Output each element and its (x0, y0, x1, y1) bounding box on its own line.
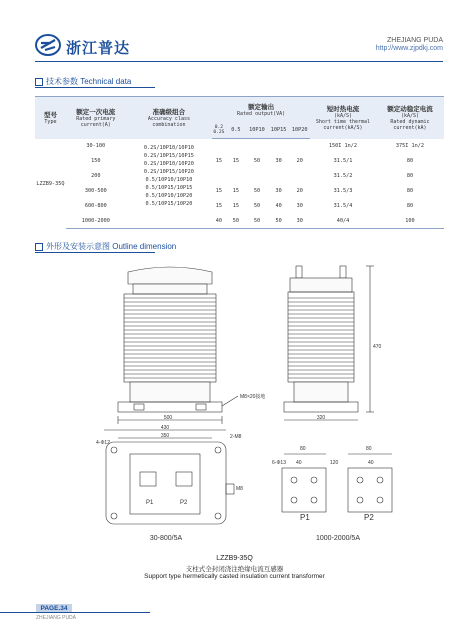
table-cell: 31.5/1 (333, 158, 353, 164)
th-accuracy: 准确级组合 Accuracy class combination (126, 97, 213, 139)
section-technical-title: 技术参数 Technical data (46, 77, 132, 86)
section-outline (35, 241, 176, 252)
company-url[interactable]: http://www.zjpdkj.com (375, 45, 443, 52)
section-box-icon (35, 243, 43, 251)
figure-caption-code: LZZB9-35Q (216, 555, 253, 562)
section-box-icon (35, 78, 43, 86)
footer-divider (0, 612, 150, 613)
front-view (118, 267, 265, 424)
terminal-detail-view (272, 446, 392, 542)
section-technical (35, 76, 131, 87)
svg-text:80: 80 (300, 446, 306, 452)
th-sub-02: 0.2 0.2S (212, 123, 225, 139)
section-underline (35, 87, 155, 88)
svg-text:2-M8: 2-M8 (230, 434, 242, 440)
table-cell: 1000-2000 (66, 214, 126, 229)
header-divider (35, 61, 443, 62)
table-cell: 40/4 (310, 214, 376, 229)
base-plan-view (96, 425, 243, 542)
table-cell: 200 (91, 173, 101, 179)
section-underline (35, 252, 155, 253)
table-cell: 31.5/4 (333, 203, 353, 209)
svg-text:M8: M8 (236, 486, 243, 492)
th-dynamic: 额定动稳定电流 (kA/S) Rated dynamic current(kA) (376, 97, 444, 139)
table-cell: 30-100 (86, 143, 106, 149)
svg-text:P2: P2 (364, 513, 374, 522)
th-output: 额定输出 Rated output(VA) (212, 97, 310, 123)
svg-text:4-Φ12: 4-Φ12 (96, 440, 110, 446)
outline-drawing (0, 258, 469, 554)
svg-text:M8×20接地: M8×20接地 (240, 394, 266, 400)
company-name-en: ZHEJIANG PUDA (386, 37, 443, 44)
th-sub-05: 0.5 (226, 123, 247, 139)
section-outline-title: 外形及安装示意图 Outline dimension (46, 242, 177, 251)
logo-icon (35, 34, 61, 56)
th-thermal: 短时热电流 (kA/S) Short time thermal current(kA/S) (310, 97, 376, 139)
th-sub-10p10: 10P10 (246, 123, 268, 139)
svg-text:1000-2000/5A: 1000-2000/5A (316, 535, 360, 542)
th-current: 额定一次电流 Rated primary current(A) (66, 97, 126, 139)
svg-text:6-Φ13: 6-Φ13 (272, 460, 286, 466)
th-sub-10p15: 10P15 (268, 123, 290, 139)
svg-text:500: 500 (163, 415, 173, 421)
svg-text:30-800/5A: 30-800/5A (149, 535, 183, 542)
svg-text:320: 320 (316, 415, 326, 421)
table-cell: 80 (406, 158, 414, 164)
page-number: PAGE.34 (36, 604, 72, 613)
table-cell: 150I 1n/2 (328, 143, 358, 149)
table-cell: 375I 1n/2 (395, 143, 425, 149)
model-cell: LZZB9-35Q (36, 180, 65, 187)
side-view (284, 266, 382, 421)
svg-text:P1: P1 (300, 513, 310, 522)
table-cell: 100 (376, 214, 444, 229)
svg-text:120: 120 (330, 460, 339, 466)
brand-name: 浙江普达 (66, 40, 131, 57)
spec-table: 型号 Type 额定一次电流 Rated primary current(A) 准确级组合 Accuracy class combination 额定输出 Rated output(VA) 短时热电流 (kA/S) Short time thermal current(kA/S) 额定动稳定电流 (kA/S) Rated dynamic current(kA) 0.2 0.2S 0.5 10P10 10P15 10P20 LZZB9-35Q 30-100 0.2S/10P10/10P10 0.2S/10P15/10P15 0.2S/10P10/10P20 0.2S/10P15/10P20 0.5/10P10/10P10 0.5/10P15/10P15 0.5/10P10/10P20 0.5/10P15/10P20 150I 1n/2 375I 1n/2 150 15 15 50 30 20 31.5/1 80 200 31.5/2 80 300-500 15 15 50 30 20 31.5/3 80 600-800 15 15 50 40 30 31.5/4 80 1000-2000 40 50 50 50 30 40/4 100 (35, 96, 444, 229)
svg-text:40: 40 (296, 460, 302, 466)
svg-text:80: 80 (366, 446, 372, 452)
svg-text:40: 40 (368, 460, 374, 466)
table-cell: 80 (406, 173, 414, 179)
table-cell: 80 (406, 203, 414, 209)
table-cell: 300-500 (84, 188, 107, 194)
table-cell: 80 (406, 188, 414, 194)
svg-text:P2: P2 (180, 500, 188, 506)
footer-company: ZHEJIANG PUDA (36, 615, 77, 621)
accuracy-list: 0.2S/10P10/10P10 0.2S/10P15/10P15 0.2S/10P10/10P20 0.2S/10P15/10P20 0.5/10P10/10P10 0.5/10P15/10P15 0.5/10P10/10P20 0.5/10P15/10P20 (143, 145, 194, 207)
th-sub-10p20: 10P20 (289, 123, 310, 139)
figure-caption-cn: 支柱式全封闭浇注绝缘电流互感器 (185, 566, 284, 573)
svg-text:430: 430 (160, 425, 170, 431)
table-cell: 150 (91, 158, 101, 164)
th-type: 型号 Type (35, 97, 66, 139)
table-cell: 600-800 (84, 203, 107, 209)
svg-text:470: 470 (373, 344, 382, 350)
figure-caption-en: Support type hermetically casted insulation current transformer (144, 573, 325, 580)
table-cell: 31.5/3 (333, 188, 353, 194)
svg-text:350: 350 (160, 433, 170, 439)
table-cell: 31.5/2 (333, 173, 353, 179)
svg-text:P1: P1 (146, 500, 154, 506)
